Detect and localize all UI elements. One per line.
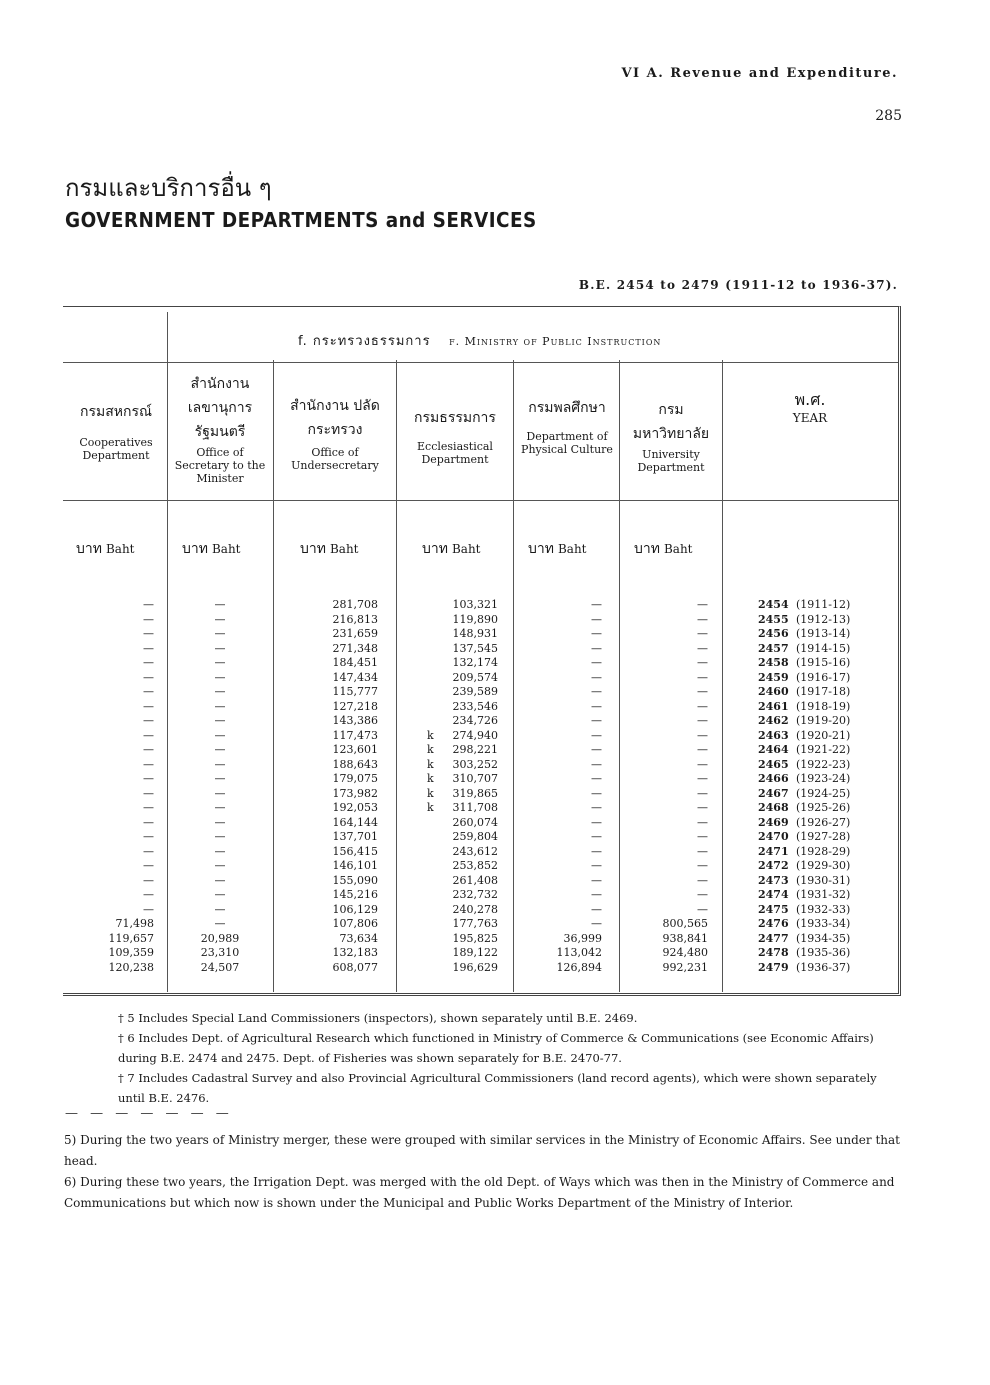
table-cell: 209,574 — [452, 670, 498, 684]
table-cell: 319,865 — [452, 786, 498, 800]
column-divider — [167, 312, 168, 992]
table-cell: 115,777 — [332, 685, 378, 698]
table-cell: 274,940 — [452, 728, 498, 742]
table-cell-year: 2462 (1919-20) — [758, 714, 851, 727]
table-cell: — — [697, 714, 708, 727]
table-cell-year: 2477 (1934-35) — [758, 931, 851, 945]
table-cell: — — [143, 873, 154, 887]
table-cell: — — [143, 714, 154, 727]
table-cell: — — [591, 757, 602, 771]
ministry-heading — [298, 330, 661, 351]
table-cell-year: 2460 (1917-18) — [758, 685, 851, 698]
table-cell: 240,278 — [452, 902, 498, 916]
table-cell: 146,101 — [332, 859, 378, 872]
table-cell: 192,053 — [332, 801, 378, 814]
table-cell: 938,841 — [662, 931, 708, 945]
column-header-cooperatives: กรมสหกรณ์ Cooperatives Department — [79, 404, 153, 462]
table-cell: 73,634 — [339, 931, 378, 945]
k-mark: k — [427, 743, 434, 756]
column-university — [630, 598, 708, 975]
table-cell: — — [214, 670, 226, 684]
table-cell-year: 2479 (1936-37) — [758, 960, 851, 974]
table-cell: 303,252 — [452, 757, 498, 771]
column-divider — [513, 360, 514, 992]
table-cell: — — [591, 815, 602, 829]
table-cell-year: 2475 (1932-33) — [758, 902, 851, 916]
table-cell: — — [214, 786, 226, 800]
table-cell-year: 2468 (1925-26) — [758, 801, 851, 814]
column-year — [758, 598, 898, 975]
k-mark: k — [427, 772, 434, 785]
table-cell: — — [697, 612, 708, 626]
table-cell: — — [214, 714, 226, 727]
table-cell-year: 2478 (1935-36) — [758, 946, 851, 959]
unit-label: บาท Baht — [300, 541, 359, 557]
table-cell: 281,708 — [332, 598, 378, 611]
table-cell: 127,218 — [332, 699, 378, 713]
table-cell: 156,415 — [332, 844, 378, 858]
unit-label: บาท Baht — [422, 541, 481, 557]
table-cell-year: 2456 (1913-14) — [758, 627, 851, 640]
table-cell: 233,546 — [452, 699, 498, 713]
table-cell: — — [697, 627, 708, 640]
table-cell: 109,359 — [108, 946, 154, 959]
table-cell: 177,763 — [452, 917, 498, 930]
table-cell-year: 2461 (1918-19) — [758, 699, 851, 713]
table-cell: 608,077 — [332, 960, 378, 974]
table-cell: — — [143, 888, 154, 901]
table-cell-year: 2463 (1920-21) — [758, 728, 851, 742]
table-cell: 184,451 — [332, 656, 378, 669]
column-header-university: กรม มหาวิทยาลัย University Department — [632, 402, 710, 474]
table-cell: 310,707 — [452, 772, 498, 785]
column-secretary — [180, 598, 260, 975]
table-cell: 106,129 — [332, 902, 378, 916]
table-cell: 164,144 — [332, 815, 378, 829]
table-cell: 132,183 — [332, 946, 378, 959]
table-cell: — — [591, 699, 602, 713]
table-cell: — — [214, 902, 226, 916]
unit-label: บาท Baht — [634, 541, 693, 557]
table-cell: 103,321 — [452, 598, 498, 611]
table-cell: — — [697, 699, 708, 713]
table-cell: — — [143, 641, 154, 655]
note: 5) During the two years of Ministry merger, these were grouped with similar services in the Ministry of Economic Affairs. See under that head. — [64, 1133, 900, 1168]
table-cell: — — [143, 612, 154, 626]
table-cell: — — [591, 902, 602, 916]
k-mark: k — [427, 801, 434, 814]
table-cell: — — [214, 917, 226, 930]
table-cell-year: 2455 (1912-13) — [758, 612, 851, 626]
running-head: VI A. Revenue and Expenditure. — [621, 66, 898, 81]
table-cell: — — [697, 598, 708, 611]
table-cell: — — [697, 757, 708, 771]
table-cell: — — [697, 844, 708, 858]
header-rule — [63, 500, 898, 501]
footnote: † 7 Includes Cadastral Survey and also Provincial Agricultural Commissioners (land record agents), which were shown separately until B.E. 2476. — [118, 1071, 877, 1105]
table-cell: — — [143, 844, 154, 858]
table-cell-year: 2473 (1930-31) — [758, 873, 851, 887]
table-cell: 143,386 — [332, 714, 378, 727]
table-cell: — — [591, 728, 602, 742]
table-cell: 239,589 — [452, 685, 498, 698]
k-mark: k — [427, 728, 434, 742]
ministry-heading-english: f. Ministry of Public Instruction — [449, 335, 662, 348]
table-cell: — — [591, 888, 602, 901]
table-cell: — — [143, 685, 154, 698]
table-cell: — — [697, 641, 708, 655]
table-cell: 155,090 — [332, 873, 378, 887]
table-cell: 253,852 — [452, 859, 498, 872]
table-cell: — — [214, 815, 226, 829]
table-cell: 216,813 — [332, 612, 378, 626]
table-cell: — — [697, 859, 708, 872]
table-cell: — — [214, 627, 226, 640]
table-cell: 243,612 — [452, 844, 498, 858]
table-cell: 261,408 — [452, 873, 498, 887]
table-cell: — — [697, 888, 708, 901]
table-cell: 232,732 — [452, 888, 498, 901]
column-divider — [722, 360, 723, 992]
table-cell-year: 2471 (1928-29) — [758, 844, 851, 858]
table-cell: 20,989 — [200, 931, 240, 945]
table-cell-year: 2467 (1924-25) — [758, 786, 851, 800]
table-cell-year: 2470 (1927-28) — [758, 830, 851, 843]
column-divider — [619, 360, 620, 992]
table-cell: 234,726 — [452, 714, 498, 727]
table-cell: — — [697, 815, 708, 829]
header-rule — [63, 362, 898, 363]
table-cell: — — [591, 844, 602, 858]
table-cell-year: 2472 (1929-30) — [758, 859, 851, 872]
table-cell: 298,221 — [452, 743, 498, 756]
table-cell: 231,659 — [332, 627, 378, 640]
table-cell: 23,310 — [200, 946, 240, 959]
note: 6) During these two years, the Irrigation Dept. was merged with the old Dept. of Ways which was then in the Ministry of Commerce and Communications but which now is shown under the Municipal and Public Works Department of the Ministry of Interior. — [64, 1175, 895, 1210]
table-cell: 179,075 — [332, 772, 378, 785]
table-cell: — — [591, 685, 602, 698]
table-cell: — — [143, 743, 154, 756]
column-header-physical-culture: กรมพลศึกษา Department of Physical Culture — [521, 400, 613, 456]
table-cell: 132,174 — [452, 656, 498, 669]
table-cell: — — [143, 757, 154, 771]
table-cell: 147,434 — [332, 670, 378, 684]
footnote: † 6 Includes Dept. of Agricultural Research which functioned in Ministry of Commerce & Communications (see Economic Affairs) during B.E. 2474 and 2475. Dept. of Fisheries was shown separately for B.E. 2470-77. — [118, 1031, 874, 1065]
column-undersecretary — [300, 598, 378, 975]
table-cell: — — [143, 859, 154, 872]
table-cell: 196,629 — [452, 960, 498, 974]
table-cell: — — [697, 656, 708, 669]
table-cell: 119,657 — [108, 931, 154, 945]
table-cell: — — [143, 699, 154, 713]
table-cell: 271,348 — [332, 641, 378, 655]
table-cell: — — [591, 656, 602, 669]
table-cell: — — [143, 656, 154, 669]
table-cell: — — [143, 830, 154, 843]
table-cell: — — [214, 612, 226, 626]
table-cell: 107,806 — [332, 917, 378, 930]
table-cell: — — [214, 844, 226, 858]
table-cell: 800,565 — [662, 917, 708, 930]
table-cell: 123,601 — [332, 743, 378, 756]
table-cell: 311,708 — [452, 801, 498, 814]
column-divider — [396, 360, 397, 992]
table-cell: — — [697, 685, 708, 698]
table-cell: — — [591, 612, 602, 626]
table-cell: — — [214, 699, 226, 713]
table-cell: 992,231 — [662, 960, 708, 974]
table-cell: 120,238 — [108, 960, 154, 974]
table-cell: — — [591, 786, 602, 800]
table-cell: — — [143, 772, 154, 785]
table-cell: 71,498 — [115, 917, 154, 930]
table-cell: 195,825 — [452, 931, 498, 945]
table-cell: — — [591, 873, 602, 887]
table-cell: 259,804 — [452, 830, 498, 843]
column-header-year: พ.ศ. YEAR — [792, 390, 828, 425]
table-cell: — — [591, 714, 602, 727]
table-cell: — — [214, 888, 226, 901]
table-cell: — — [697, 873, 708, 887]
table-cell: — — [214, 641, 226, 655]
table-cell: — — [214, 685, 226, 698]
table-cell-year: 2459 (1916-17) — [758, 670, 851, 684]
table-cell: — — [143, 902, 154, 916]
column-header-undersecretary: สำนักงาน ปลัดกระทรวง Office of Undersecretary — [290, 398, 380, 472]
separator-rule: — — — — — — — — [65, 1106, 233, 1121]
table-cell: — — [143, 815, 154, 829]
table-cell: — — [214, 873, 226, 887]
table-cell-year: 2458 (1915-16) — [758, 656, 851, 669]
table-cell: — — [214, 743, 226, 756]
table-cell: — — [214, 656, 226, 669]
ministry-heading-thai: f. กระทรวงธรรมการ — [298, 334, 431, 349]
table-cell: — — [143, 728, 154, 742]
table-cell: — — [591, 743, 602, 756]
footnote: † 5 Includes Special Land Commissioners (inspectors), shown separately until B.E. 2469. — [118, 1011, 638, 1025]
table-cell: — — [591, 670, 602, 684]
table-cell-year: 2476 (1933-34) — [758, 917, 851, 930]
page-title-thai: กรมและบริการอื่น ๆ — [65, 174, 272, 202]
table-cell: 188,643 — [332, 757, 378, 771]
column-divider — [273, 360, 274, 992]
k-mark: k — [427, 786, 434, 800]
table-cell: — — [697, 670, 708, 684]
table-cell: — — [697, 772, 708, 785]
table-cell: 148,931 — [452, 627, 498, 640]
column-physical-culture — [530, 598, 602, 975]
table-cell: 189,122 — [452, 946, 498, 959]
table-cell-year: 2466 (1923-24) — [758, 772, 851, 785]
table-cell: — — [591, 830, 602, 843]
table-cell: — — [143, 598, 154, 611]
unit-label: บาท Baht — [182, 541, 241, 557]
table-cell: 145,216 — [332, 888, 378, 901]
column-header-secretary: สำนักงาน เลขานุการ รัฐมนตรี Office of Secretary to the Minister — [174, 376, 266, 485]
table-cell: — — [591, 917, 602, 930]
table-cell: 260,074 — [452, 815, 498, 829]
table-cell: — — [697, 830, 708, 843]
period-label: B.E. 2454 to 2479 (1911-12 to 1936-37). — [578, 278, 898, 292]
k-mark: k — [427, 757, 434, 771]
table-cell-year: 2464 (1921-22) — [758, 743, 851, 756]
table-cell: — — [697, 902, 708, 916]
table-cell: — — [591, 801, 602, 814]
table-cell-year: 2474 (1931-32) — [758, 888, 851, 901]
table-cell: — — [214, 859, 226, 872]
table-cell: 924,480 — [662, 946, 708, 959]
unit-label: บาท Baht — [528, 541, 587, 557]
column-header-ecclesiastical: กรมธรรมการ Ecclesiastical Department — [414, 410, 496, 466]
table-cell: — — [214, 801, 226, 814]
table-cell: 126,894 — [556, 960, 602, 974]
table-cell: — — [143, 670, 154, 684]
table-cell: — — [214, 598, 226, 611]
table-cell: — — [591, 598, 602, 611]
table-cell: 117,473 — [332, 728, 378, 742]
table-cell: — — [143, 786, 154, 800]
table-cell: — — [591, 641, 602, 655]
table-cell: — — [591, 772, 602, 785]
table-cell: — — [143, 801, 154, 814]
table-cell: — — [591, 627, 602, 640]
table-cell-year: 2465 (1922-23) — [758, 757, 851, 771]
table-cell: 113,042 — [556, 946, 602, 959]
table-cell: — — [697, 743, 708, 756]
unit-label: บาท Baht — [76, 541, 135, 557]
table-cell: — — [214, 830, 226, 843]
table-cell: — — [591, 859, 602, 872]
table-cell: 137,545 — [452, 641, 498, 655]
table-cell-year: 2469 (1926-27) — [758, 815, 851, 829]
table-cell: — — [214, 728, 226, 742]
page-number: 285 — [875, 108, 902, 124]
table-cell: — — [214, 772, 226, 785]
table-cell: — — [143, 627, 154, 640]
table-cell: 119,890 — [452, 612, 498, 626]
column-cooperatives — [80, 598, 154, 975]
table-cell-year: 2457 (1914-15) — [758, 641, 851, 655]
table-cell: 173,982 — [332, 786, 378, 800]
table-cell: — — [697, 728, 708, 742]
table-cell: — — [697, 801, 708, 814]
table-cell: 24,507 — [200, 960, 240, 974]
table-cell: 137,701 — [332, 830, 378, 843]
table-cell: 36,999 — [563, 931, 602, 945]
table-cell: — — [697, 786, 708, 800]
table-cell: — — [214, 757, 226, 771]
table-cell-year: 2454 (1911-12) — [758, 598, 851, 611]
page-title-english: GOVERNMENT DEPARTMENTS and SERVICES — [65, 208, 537, 232]
